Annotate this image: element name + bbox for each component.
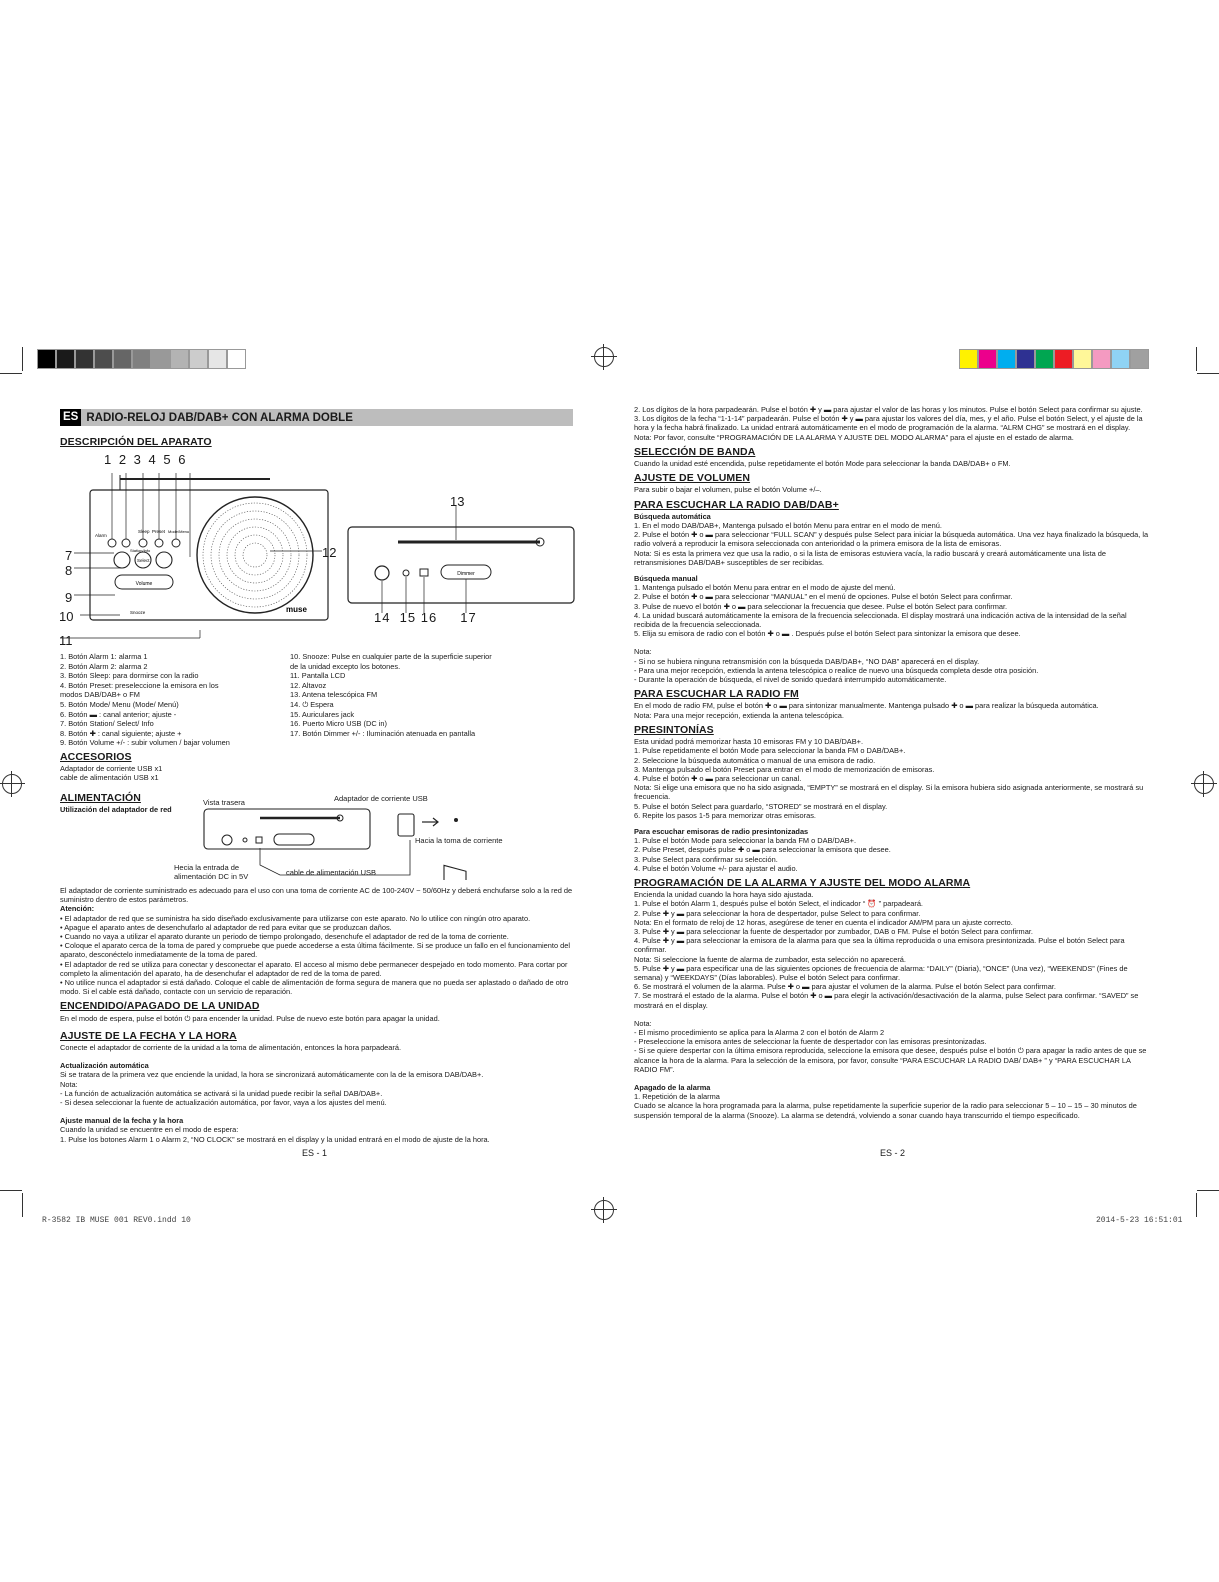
power-subheading: Utilización del adaptador de red <box>60 805 172 815</box>
text-line: Nota: <box>60 1079 78 1089</box>
text-line: Nota: Si es esta la primera vez que usa la radio, o si la lista de emisoras estuviera vacía, la radio buscará y creará automáticamente una lista de retransmisiones DAB/DAB+ susceptibles de ser recibidas. <box>634 548 1107 567</box>
text-line: En el modo de radio FM, pulse el botón ✚ o ▬ para sintonizar manualmente. Mantenga pulsado ✚ o ▬ para realizar la búsqueda automática. <box>634 701 1099 711</box>
color-swatch <box>1111 349 1130 369</box>
text-line: • Apague el aparato antes de desenchufarlo al adaptador de red para evitar que se produzcan daños. <box>60 922 392 932</box>
text-line: 1. Repetición de la alarma <box>634 1092 720 1102</box>
text-line: 5. Pulse ✚ y ▬ para especificar una de las siguientes opciones de frecuencia de alarma: “DAILY” (Diaria), “ONCE” (Una vez), “WEEKENDS” (Fines de semana) y “WEEKDAYS” (Días laborables). Pulse el botón Select para confirmar. <box>634 963 1128 982</box>
color-swatch <box>113 349 132 369</box>
band-text: Cuando la unidad esté encendida, pulse repetidamente el botón Mode para seleccionar la banda DAB/DAB+ o FM. <box>634 459 1011 469</box>
color-swatch-strip <box>959 349 1149 369</box>
color-swatch <box>959 349 978 369</box>
color-swatch <box>37 349 56 369</box>
text-line: • El adaptador de red que se suministra ha sido diseñado exclusivamente para utilizarse con este aparato. No lo utilice con ningún otro aparato. <box>60 913 531 923</box>
text-line: 3. Mantenga pulsado el botón Preset para entrar en el modo de memorización de emisoras. <box>634 764 935 774</box>
text-line: 15. Auriculares jack <box>290 709 355 719</box>
dimmer-label: Dimmer <box>457 571 475 577</box>
text-line: 6. Se mostrará el volumen de la alarma. Pulse ✚ o ▬ para ajustar el volumen de la alarma. Pulse el botón Select para confirmar. <box>634 982 1056 992</box>
attention-heading: Atención: <box>60 904 95 914</box>
text-line: Encienda la unidad cuando la hora haya sido ajustada. <box>634 890 814 900</box>
text-line: 5. Pulse el botón Select para guardarlo, “STORED” se mostrará en el display. <box>634 801 888 811</box>
text-line: 1. Mantenga pulsado el botón Menu para entrar en el modo de ajuste del menú. <box>634 583 896 593</box>
dab-heading: PARA ESCUCHAR LA RADIO DAB/DAB+ <box>634 498 839 511</box>
dc-in-label: Hecia la entrada de alimentación DC in 5V <box>174 863 249 881</box>
preset-listen-lines <box>634 836 1149 873</box>
color-swatch <box>132 349 151 369</box>
text-line: - El mismo procedimiento se aplica para la Alarma 2 con el botón de Alarm 2 <box>634 1027 885 1037</box>
auto-update-heading: Actualización automática <box>60 1061 149 1071</box>
parts-list-col1 <box>60 652 230 748</box>
power-text: El adaptador de corriente suministrado es adecuado para el uso con una toma de corriente AC de 100-240V ~ 50/60Hz y deberá enchufarse solo a la red de suministro dentro de estos parámetros. <box>60 886 573 905</box>
text-line: 1. Pulse los botones Alarm 1 o Alarm 2, “NO CLOCK” se mostrará en el display y la unidad entrará en el modo de ajuste de la hora. <box>60 1134 490 1144</box>
slug-right: 2014-5-23 16:51:01 <box>1096 1216 1183 1225</box>
attention-list <box>60 914 574 997</box>
preset-heading: PRESINTONÍAS <box>634 723 714 736</box>
text-line: 9. Botón Volume +/- : subir volumen / bajar volumen <box>60 738 230 748</box>
language-tag: ES <box>60 409 81 426</box>
text-line: Nota: <box>634 1018 652 1028</box>
accessories-heading: ACCESORIOS <box>60 751 132 763</box>
brand-logo: muse <box>286 605 307 614</box>
text-line: 1. Pulse el botón Mode para seleccionar la banda FM o DAB/DAB+. <box>634 836 857 846</box>
color-swatch <box>1016 349 1035 369</box>
page-number-right: ES - 2 <box>880 1148 906 1158</box>
alarm-lines <box>634 890 1149 1010</box>
power-heading: ALIMENTACIÓN <box>60 792 141 804</box>
text-line: 3. Botón Sleep: para dormirse con la radio <box>60 671 199 681</box>
text-line: 2. Botón Alarm 2: alarma 2 <box>60 661 148 671</box>
dab-manual-heading: Búsqueda manual <box>634 574 698 584</box>
text-line: Nota: <box>634 647 652 657</box>
preset-lines <box>634 737 1149 820</box>
usb-cable-label: cable de alimentación USB <box>286 868 377 877</box>
color-swatch <box>1092 349 1111 369</box>
text-line: • El adaptador de red se utiliza para conectar y desconectar el aparato. El acceso al mismo debe permanecer despejado en todo momento. Para cortar por completo la alimentación del aparato, ha de desenchufar el adaptador de red de la toma de pared. <box>60 959 568 978</box>
onoff-heading: ENCENDIDO/APAGADO DE LA UNIDAD <box>60 1000 260 1013</box>
intro-lines <box>634 405 1149 442</box>
select-label: Select <box>137 558 150 563</box>
text-line: • No utilice nunca el adaptador si está dañado. Coloque el cable de alimentación de forma segura de manera que no pueda ser aplastado o dañado de otro modo. Si el cable está dañado, contacte con un servicio de reparación. <box>60 978 569 997</box>
volume-heading: AJUSTE DE VOLUMEN <box>634 472 751 485</box>
text-line: 3. Pulse ✚ y ▬ para seleccionar la fuente de despertador por zumbador, DAB o FM. Pulse el botón Select para confirmar. <box>634 926 1033 936</box>
rear-view-label: Vista trasera <box>203 798 245 807</box>
text-line: Cuando la unidad se encuentre en el modo de espera: <box>60 1125 239 1135</box>
snooze-label: Snooze <box>130 610 146 615</box>
color-swatch <box>1054 349 1073 369</box>
text-line: 5. Botón Mode/ Menu (Mode/ Menú) <box>60 699 179 709</box>
power-diagram <box>200 800 480 880</box>
callout-13: 13 <box>450 494 465 509</box>
callout-7: 7 <box>65 548 73 563</box>
text-line: Nota: En el formato de reloj de 12 horas, asegúrese de tener en cuenta el indicador AM/PM para un ajuste correcto. <box>634 917 1013 927</box>
crop-mark <box>22 347 23 371</box>
text-line: 10. Snooze: Pulse en cualquier parte de la superficie superior <box>290 652 492 661</box>
text-line: Nota: Por favor, consulte “PROGRAMACIÓN DE LA ALARMA Y AJUSTE DEL MODO ALARMA” para el ajuste en el estado de alarma. <box>634 432 1074 442</box>
adapter-label: Adaptador de corriente USB <box>334 794 428 803</box>
registration-mark <box>594 347 614 367</box>
text-line: 1. En el modo DAB/DAB+, Mantenga pulsado el botón Menu para entrar en el modo de menú. <box>634 521 942 531</box>
accessory-line: cable de alimentación USB x1 <box>60 773 159 783</box>
accessory-line: Adaptador de corriente USB x1 <box>60 764 163 774</box>
color-swatch <box>997 349 1016 369</box>
callout-8: 8 <box>65 563 73 578</box>
volume-label: Volume <box>135 581 153 587</box>
crop-mark <box>1196 1193 1197 1217</box>
text-line: 13. Antena telescópica FM <box>290 690 378 700</box>
text-line: 1. Botón Alarm 1: alarma 1 <box>60 652 148 661</box>
color-swatch <box>1035 349 1054 369</box>
text-line: 16. Puerto Micro USB (DC in) <box>290 719 387 729</box>
page-number-left: ES - 1 <box>302 1148 328 1158</box>
section-heading: DESCRIPCIÓN DEL APARATO <box>60 436 212 448</box>
preset-listen-heading: Para escuchar emisoras de radio presintonizadas <box>634 826 809 836</box>
text-line: • Coloque el aparato cerca de la toma de pared y compruebe que puede accederse a esta última fácilmente. Si se produce un fallo en el funcionamiento del aparato, desconéctelo inmediatamente de la toma de pared. <box>60 941 570 960</box>
text-line: 8. Botón ✚ : canal siguiente; ajuste + <box>60 728 182 738</box>
text-line: - La función de actualización automática se activará si la unidad puede recibir la señal DAB/DAB+. <box>60 1088 383 1098</box>
text-line: 7. Se mostrará el estado de la alarma. Pulse el botón ✚ o ▬ para elegir la activación/desactivación de la alarma, pulse Select para confirmar. “SAVED” se mostrará en el display. <box>634 991 1139 1010</box>
text-line: 11. Pantalla LCD <box>290 671 346 681</box>
crop-mark <box>1196 347 1197 371</box>
text-line: 2. Los dígitos de la hora parpadearán. Pulse el botón ✚ y ▬ para ajustar el valor de las horas y los minutos. Pulse el botón Select para confirmar su ajuste. <box>634 405 1143 414</box>
color-swatch <box>75 349 94 369</box>
text-line: Esta unidad podrá memorizar hasta 10 emisoras FM y 10 DAB/DAB+. <box>634 737 864 747</box>
text-line: 7. Botón Station/ Select/ Info <box>60 719 154 729</box>
dab-auto-lines <box>634 521 1149 567</box>
mode-label: Mode/Menu <box>168 529 190 534</box>
onoff-text: En el modo de espera, pulse el botón ⏻ para encender la unidad. Pulse de nuevo este botón para apagar la unidad. <box>60 1013 440 1023</box>
color-swatch <box>94 349 113 369</box>
fm-heading: PARA ESCUCHAR LA RADIO FM <box>634 688 799 701</box>
text-line: - Preseleccione la emisora antes de seleccionar la fuente de despertador con las emisoras presintonizadas. <box>634 1037 987 1047</box>
color-swatch <box>1073 349 1092 369</box>
text-line: Cuado se alcance la hora programada para la alarma, pulse repetidamente la superficie superior de la radio para seleccionar 5 – 10 – 15 – 30 minutos de suspensión temporal de la alarma (Snooze). La alarma se detendrá, volviendo a sonar cuando haya transcurrido el tiempo especificado. <box>634 1101 1137 1120</box>
crop-mark <box>22 1193 23 1217</box>
callout-11: 11 <box>59 633 73 648</box>
text-line: 14. ⏻ Espera <box>290 699 334 709</box>
text-line: 3. Pulse Select para confirmar su selección. <box>634 854 778 864</box>
dab-auto-heading: Búsqueda automática <box>634 511 711 521</box>
text-line: 1. Pulse el botón Alarm 1, después pulse el botón Select, el indicador “ ⏰ ” parpadeará. <box>634 899 923 909</box>
text-line: Nota: Si elige una emisora que no ha sido asignada, “EMPTY” se mostrará en el display. Si la emisora hubiera sido asignada anteriormente, se mostrará su frecuencia. <box>634 783 1144 802</box>
text-line: 6. Repite los pasos 1-5 para memorizar otras emisoras. <box>634 810 816 820</box>
alarm-off-heading: Apagado de la alarma <box>634 1083 711 1092</box>
callout-10: 10 <box>59 609 74 624</box>
alarm-off-lines <box>634 1092 1149 1120</box>
manual-set-heading: Ajuste manual de la fecha y la hora <box>60 1116 184 1126</box>
device-diagram <box>60 465 580 645</box>
text-line: 3. Pulse de nuevo el botón ✚ o ▬ para seleccionar la frecuencia que desee. Pulse el botón Select para confirmar. <box>634 601 1008 611</box>
diagram-top-numbers: 1 2 3 4 5 6 <box>104 452 188 467</box>
color-swatch <box>208 349 227 369</box>
outlet-label: Hacia la toma de corriente <box>415 836 503 845</box>
slug-left: R-3582 IB MUSE 001 REV0.indd 10 <box>42 1216 191 1225</box>
text-line: 6. Botón ▬ : canal anterior; ajuste - <box>60 709 177 719</box>
page-title: RADIO-RELOJ DAB/DAB+ CON ALARMA DOBLE <box>86 411 353 424</box>
text-line: 2. Pulse el botón ✚ o ▬ para seleccionar “MANUAL” en el menú de opciones. Pulse el botón Select para confirmar. <box>634 592 1013 602</box>
text-line: 5. Elija su emisora de radio con el botón ✚ o ▬ . Después pulse el botón Select para sintonizar la emisora que desee. <box>634 629 1021 639</box>
color-swatch <box>227 349 246 369</box>
alarm-label: Alarm <box>95 533 107 538</box>
alarm-notes <box>634 1019 1149 1074</box>
registration-mark <box>2 774 22 794</box>
text-line: - Durante la operación de búsqueda, el nivel de sonido quedará interrumpido automáticamente. <box>634 675 947 685</box>
manual-set-lines <box>60 1125 574 1143</box>
text-line: 2. Pulse el botón ✚ o ▬ para seleccionar “FULL SCAN” y después pulse Select para iniciar la búsqueda automática. Una vez haya finalizado la búsqueda, la radio volverá a reproducir la emisora seleccionada con anterioridad o la primera emisora de la lista de emisoras. <box>634 530 1149 549</box>
text-line: • Cuando no vaya a utilizar el aparato durante un periodo de tiempo prolongado, desenchufe el adaptador de red de la toma de corriente. <box>60 932 509 942</box>
text-line: 4. Pulse el botón ✚ o ▬ para seleccionar un canal. <box>634 773 802 783</box>
color-swatch <box>170 349 189 369</box>
text-line: 2. Pulse ✚ y ▬ para seleccionar la hora de despertador, pulse Select to para confirmar. <box>634 908 921 918</box>
text-line: 4. Botón Preset: preseleccione la emisora en los <box>60 680 219 690</box>
band-heading: SELECCIÓN DE BANDA <box>634 445 756 458</box>
text-line: modos DAB/DAB+ o FM <box>60 690 140 700</box>
parts-list-col2 <box>290 652 492 738</box>
text-line: de la unidad excepto los botones. <box>290 661 401 671</box>
crop-mark <box>0 1190 22 1191</box>
title-bar <box>60 409 573 426</box>
text-line: - Si se quiere despertar con la última emisora reproducida, seleccione la emisora que desee, después pulse el botón ⏻ para apagar la radio antes de que se alcance la hora de la alarma. Para la selección de la emisora, por favor, consulte “PARA ESCUCHAR LA RADIO DAB/ DAB+ ” y “PARA ESCUCHAR LA RADIO FM”. <box>634 1046 1147 1074</box>
color-swatch <box>1130 349 1149 369</box>
date-heading: AJUSTE DE LA FECHA Y LA HORA <box>60 1029 237 1042</box>
text-line: Nota: Si seleccione la fuente de alarma de zumbador, esta selección no aparecerá. <box>634 954 906 964</box>
preset-label: Preset <box>152 529 166 534</box>
text-line: Si se tratara de la primera vez que enciende la unidad, la hora se sincronizará automáticamente con la de la emisora DAB/DAB+. <box>60 1070 484 1080</box>
text-line: - Si no se hubiera ninguna retransmisión con la búsqueda DAB/DAB+, “NO DAB” aparecerá en el display. <box>634 656 980 666</box>
text-line: 1. Pulse repetidamente el botón Mode para seleccionar la banda FM o DAB/DAB+. <box>634 746 906 756</box>
crop-mark <box>1197 1190 1219 1191</box>
text-line: - Para una mejor recepción, extienda la antena telescópica o realice de nuevo una búsqueda completa desde otra posición. <box>634 665 1039 675</box>
text-line: Nota: Para una mejor recepción, extienda la antena telescópica. <box>634 710 844 720</box>
text-line: 3. Los dígitos de la fecha “1-1-14” parpadearán. Pulse el botón ✚ y ▬ para ajustar los valores del día, mes, y el año. Pulse el botón Select, y el ajuste de la hora y la fecha habrá finalizado. La unidad entrará automáticamente en el modo de programación de la alarma. “ALRM CHG” se mostrará en el display. <box>634 414 1143 433</box>
registration-mark <box>594 1200 614 1220</box>
dab-notes <box>634 647 1149 684</box>
color-swatch <box>56 349 75 369</box>
color-swatch <box>189 349 208 369</box>
crop-mark <box>1197 373 1219 374</box>
color-swatch <box>978 349 997 369</box>
text-line: 17. Botón Dimmer +/- : Iluminación atenuada en pantalla <box>290 728 476 738</box>
date-text: Conecte el adaptador de corriente de la unidad a la toma de alimentación, entonces la hora parpadeará. <box>60 1043 402 1053</box>
text-line: 4. Pulse el botón Volume +/- para ajustar el audio. <box>634 863 798 873</box>
dab-manual-lines <box>634 583 1149 638</box>
text-line: 2. Seleccione la búsqueda automática o manual de una emisora de radio. <box>634 755 876 765</box>
registration-mark <box>1194 774 1214 794</box>
text-line: 4. La unidad buscará automáticamente la emisora de la frecuencia seleccionada. El display mostrará una indicación activa de la intensidad de la señal recibida de la frecuencia seleccionada. <box>634 610 1127 630</box>
callout-12: 12 <box>322 545 337 560</box>
auto-update-lines <box>60 1070 574 1107</box>
text-line: 2. Pulse Preset, después pulse ✚ o ▬ para seleccionar la emisora que desee. <box>634 845 891 855</box>
gray-swatch-strip <box>37 349 246 369</box>
volume-text: Para subir o bajar el volumen, pulse el botón Volume +/–. <box>634 485 822 495</box>
sleep-label: Sleep <box>138 529 150 534</box>
color-swatch <box>151 349 170 369</box>
station-label: Station/Info <box>130 548 151 553</box>
text-line: 12. Altavoz <box>290 680 327 690</box>
callout-9: 9 <box>65 590 73 605</box>
alarm-heading: PROGRAMACIÓN DE LA ALARMA Y AJUSTE DEL MODO ALARMA <box>634 876 971 889</box>
text-line: 4. Pulse ✚ y ▬ para seleccionar la emisora de la alarma para que sea la última reproducida o una emisora presintonizada. Pulse el botón Select para confirmar. <box>634 936 1125 955</box>
text-line: - Si desea seleccionar la fuente de actualización automática, por favor, vaya a los ajustes del menú. <box>60 1098 387 1108</box>
fm-lines <box>634 701 1149 719</box>
rear-callouts: 14 15 16 17 <box>374 610 477 625</box>
crop-mark <box>0 373 22 374</box>
